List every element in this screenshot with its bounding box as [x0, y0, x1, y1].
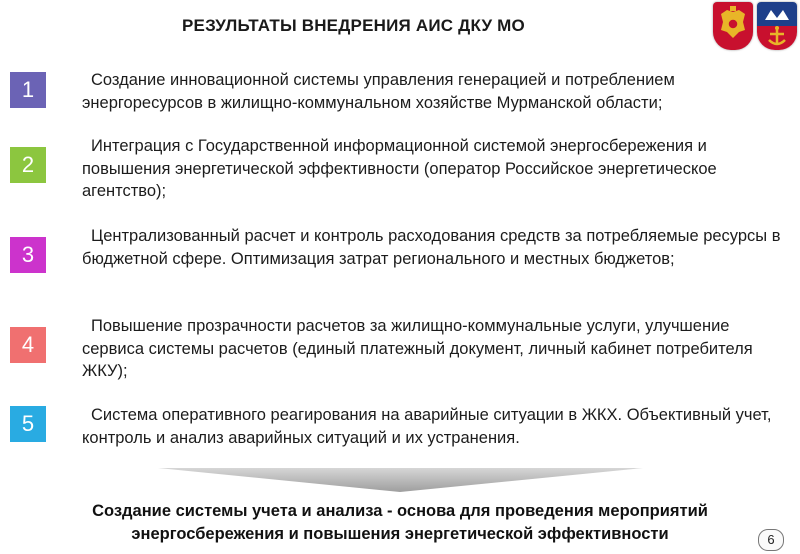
item-text: Интеграция с Государственной информационной системой энергосбережения и повышения энергетической эффективности (оператор Российское энергетическое агентство); [82, 137, 717, 200]
down-arrow-icon [158, 468, 643, 492]
murmansk-oblast-coat-of-arms-icon [757, 2, 797, 50]
item-number-badge: 4 [10, 327, 46, 363]
russia-coat-of-arms-icon [713, 2, 753, 50]
conclusion-text [40, 500, 760, 546]
conclusion-line-2: энергосбережения и повышения энергетической эффективности [131, 525, 669, 543]
conclusion-line-1: Создание системы учета и анализа - основа для проведения мероприятий [92, 502, 708, 520]
item-number-badge: 1 [10, 72, 46, 108]
item-number-badge: 2 [10, 147, 46, 183]
item-number-badge: 5 [10, 406, 46, 442]
page-number: 6 [758, 529, 784, 551]
slide-title: РЕЗУЛЬТАТЫ ВНЕДРЕНИЯ АИС ДКУ МО [182, 16, 525, 35]
item-text: Централизованный расчет и контроль расходования средств за потребляемые ресурсы в бюджетной сфере. Оптимизация затрат регионального и местных бюджетов; [82, 227, 781, 268]
item-text: Создание инновационной системы управления генерацией и потреблением энергоресурсов в жилищно-коммунальном хозяйстве Мурманской области; [82, 71, 675, 112]
item-text: Система оперативного реагирования на аварийные ситуации в ЖКХ. Объективный учет, контроль и анализ аварийных ситуаций и их устранения. [82, 406, 772, 447]
item-number-badge: 3 [10, 237, 46, 273]
item-text: Повышение прозрачности расчетов за жилищно-коммунальные услуги, улучшение сервиса системы расчетов (единый платежный документ, личный кабинет потребителя ЖКУ); [82, 317, 753, 380]
